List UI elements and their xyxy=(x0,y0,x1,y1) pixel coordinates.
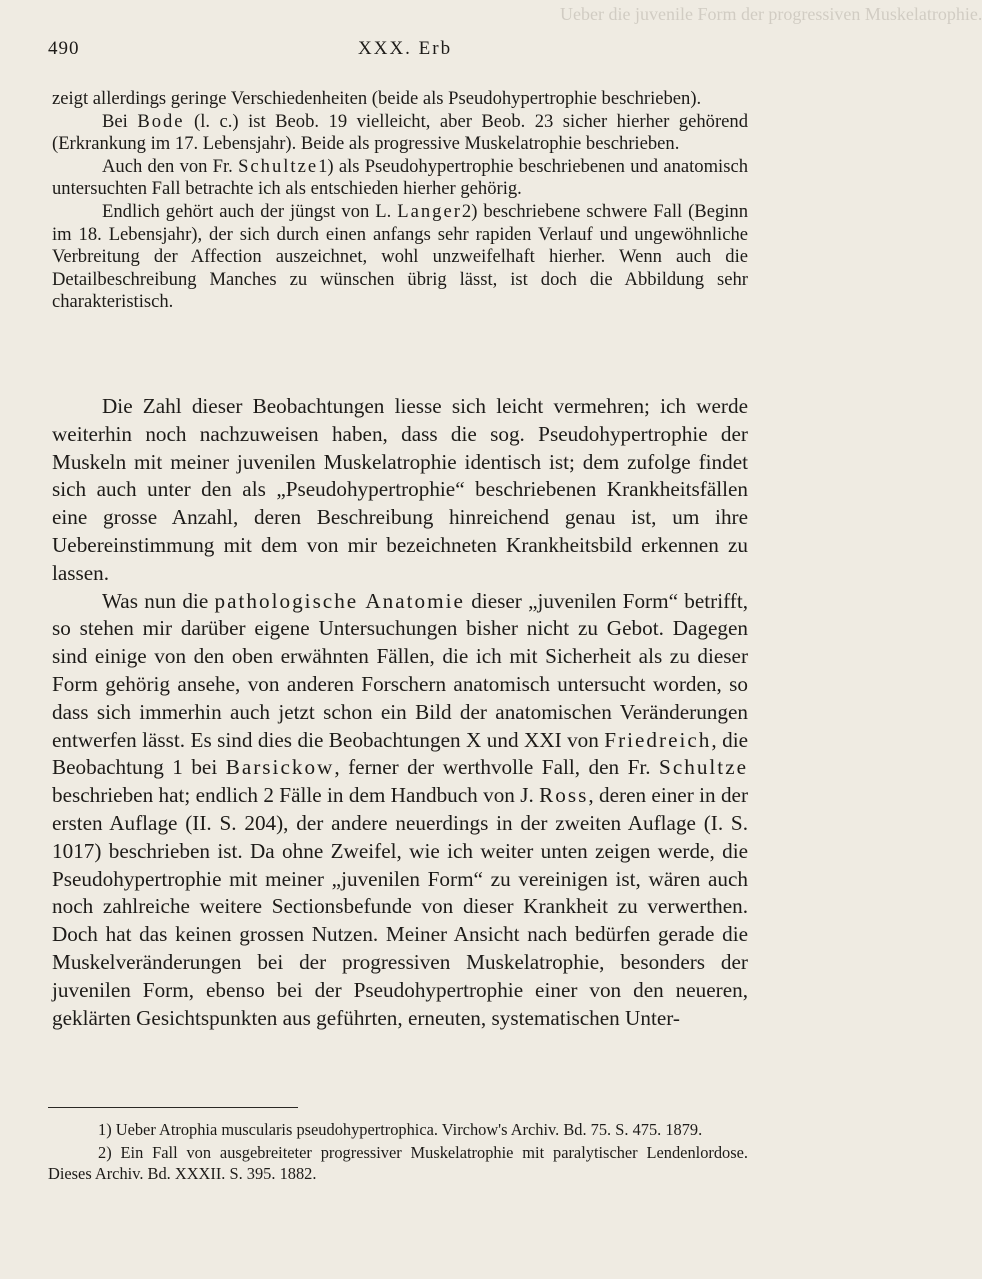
paragraph-text: Was nun die xyxy=(102,588,209,613)
paragraph xyxy=(52,201,748,314)
paragraph-text: dieser „juvenilen Form“ betrifft, so stehen mir darüber eigene Untersuchungen bisher nicht zu Gebot. Dagegen sind einige von den oben erwähnten Fällen, die ich mit Sicherheit als zu dieser Form gehörig ansehe, von anderen Forschern anatomisch untersucht worden, so dass sich immerhin auch jetzt schon ein Bild der anatomischen Veränderungen entwerfen lässt. Es sind dies die Beobachtungen X und XXI von xyxy=(52,588,749,752)
paragraph xyxy=(52,111,748,156)
emphasized-term: pathologische Anatomie xyxy=(214,588,465,613)
paragraph xyxy=(52,588,748,1033)
paragraph-text: (l. c.) ist Beob. 19 vielleicht, aber Beob. 23 sicher hierher gehörend (Erkrankung im 17. Lebensjahr). Beide als progressive Muskelatrophie beschrieben. xyxy=(52,110,748,155)
author-name: Bode xyxy=(137,110,185,132)
paragraph-text: Auch den von Fr. xyxy=(102,155,233,177)
author-name: Schultze xyxy=(238,155,319,177)
paragraph-text: , ferner der werthvolle Fall, den Fr. xyxy=(334,755,651,780)
paragraph-text: Endlich gehört auch der jüngst von L. xyxy=(102,200,392,222)
paragraph-text: , die Beobachtung 1 bei xyxy=(52,727,748,780)
paragraph-text: beschrieben hat; endlich 2 Fälle in dem Handbuch von J. xyxy=(52,783,534,808)
author-name: Barsickow xyxy=(225,755,335,780)
paragraph: zeigt allerdings geringe Verschiedenheiten (beide als Pseudohypertrophie beschrieben). xyxy=(52,88,702,109)
author-name: Ross xyxy=(539,783,589,808)
running-head: XXX. Erb xyxy=(358,38,453,59)
small-print-block xyxy=(52,88,748,314)
paragraph xyxy=(52,156,748,201)
author-name: Schultze xyxy=(659,755,749,780)
bleed-through-text: Ueber die juvenile Form der progressiven Muskelatrophie. xyxy=(560,4,982,24)
footnote-divider xyxy=(48,1107,298,1108)
footnote: 2) Ein Fall von ausgebreiteter progressiver Muskelatrophie mit paralytischer Lendenlordose. Dieses Archiv. Bd. XXXII. S. 395. 1882. xyxy=(48,1143,748,1183)
paragraph-text: , deren einer in der ersten Auflage (II. S. 204), der andere neuerdings in der zweiten Auflage (I. S. 1017) beschrieben ist. Da ohne Zweifel, wie ich weiter unten zeigen werde, die Pseudohypertrophie mit meiner „juvenilen Form“ zu vereinigen ist, wären auch noch zahlreiche weitere Sectionsbefunde von dieser Krankheit zu verwerthen. Doch hat das keinen grossen Nutzen. Meiner Ansicht nach bedürfen gerade die Muskelveränderungen bei der progressiven Muskelatrophie, besonders der juvenilen Form, ebenso bei der Pseudohypertrophie einer von den neueren, geklärten Gesichtspunkten aus geführten, erneuten, systematischen Unter- xyxy=(52,783,749,1030)
page-header xyxy=(48,38,748,66)
paragraph-text: Bei xyxy=(102,110,128,132)
paragraph-text: 2) beschriebene schwere Fall (Beginn im 18. Lebensjahr), der sich durch einen anfangs sehr rapiden Verlauf und ungewöhnliche Verbreitung der Affection auszeichnet, wohl unzweifelhaft hierher. Wenn auch die Detailbeschreibung Manches zu wünschen übrig lässt, ist doch die Abbildung sehr charakteristisch. xyxy=(52,200,749,313)
author-name: Friedreich xyxy=(604,727,712,752)
footnotes xyxy=(48,1119,748,1186)
author-name: Langer xyxy=(397,200,462,222)
paragraph-text: 1) als Pseudohypertrophie beschriebenen und anatomisch untersuchten Fall betrachte ich als entschieden hierher gehörig. xyxy=(52,155,748,200)
paragraph: Die Zahl dieser Beobachtungen liesse sich leicht vermehren; ich werde weiterhin noch nachzuweisen haben, dass die sog. Pseudohypertrophie der Muskeln mit meiner juvenilen Muskelatrophie identisch ist; dem zufolge findet sich auch unter den als „Pseudohypertrophie“ beschriebenen Krankheitsfällen eine grosse Anzahl, deren Beschreibung hinreichend genau ist, um ihre Uebereinstimmung mit dem von mir bezeichneten Krankheitsbild erkennen zu lassen. xyxy=(52,394,748,585)
page-number: 490 xyxy=(48,38,80,59)
main-text-block xyxy=(52,393,748,1032)
footnote: 1) Ueber Atrophia muscularis pseudohypertrophica. Virchow's Archiv. Bd. 75. S. 475. 1879. xyxy=(98,1120,703,1139)
